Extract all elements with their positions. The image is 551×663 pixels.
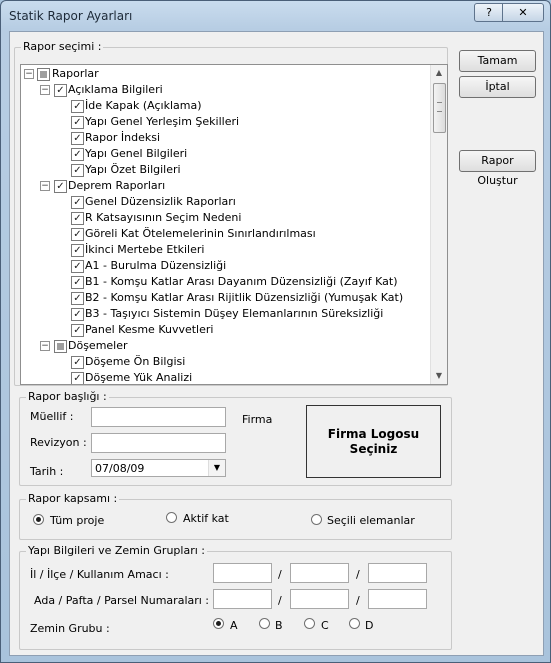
collapse-icon[interactable]: − bbox=[41, 85, 49, 95]
tree-item[interactable] bbox=[21, 66, 429, 82]
tree-item-label: Döşemeler bbox=[68, 339, 128, 352]
report-scope-label: Rapor kapsamı : bbox=[28, 492, 118, 505]
revision-input[interactable] bbox=[91, 433, 226, 453]
tree-item[interactable] bbox=[21, 210, 429, 226]
checkbox[interactable]: ✓ bbox=[71, 212, 84, 225]
separator: / bbox=[278, 568, 282, 581]
checkbox[interactable]: ✓ bbox=[71, 372, 84, 385]
tree-item-label: Deprem Raporları bbox=[68, 179, 166, 192]
author-input[interactable] bbox=[91, 407, 226, 427]
tree-item[interactable] bbox=[21, 226, 429, 242]
tree-item-label: Rapor İndeksi bbox=[85, 131, 160, 144]
tree-item[interactable] bbox=[21, 274, 429, 290]
collapse-icon[interactable]: − bbox=[25, 69, 33, 79]
tree-item-label: Döşeme Ön Bilgisi bbox=[85, 355, 186, 368]
checkbox[interactable]: ✓ bbox=[71, 116, 84, 129]
tree-scrollbar[interactable] bbox=[430, 65, 447, 384]
soil-c-radio[interactable] bbox=[304, 618, 315, 629]
report-tree[interactable] bbox=[20, 64, 448, 385]
checkbox[interactable]: ✓ bbox=[71, 100, 84, 113]
province-input[interactable] bbox=[213, 563, 272, 583]
tree-item-label: A1 - Burulma Düzensizliği bbox=[85, 259, 227, 272]
soil-c-label[interactable]: C bbox=[321, 619, 329, 632]
tree-item-label: Panel Kesme Kuvvetleri bbox=[85, 323, 214, 336]
soil-group-label: Zemin Grubu : bbox=[30, 622, 110, 635]
help-icon[interactable]: ? bbox=[474, 3, 504, 22]
checkbox[interactable]: ✓ bbox=[71, 228, 84, 241]
tree-item-label: B2 - Komşu Katlar Arası Rijitlik Düzensizliği (Yumuşak Kat) bbox=[85, 291, 404, 304]
checkbox[interactable]: ✓ bbox=[54, 180, 67, 193]
scroll-up-icon[interactable]: ▲ bbox=[435, 68, 443, 77]
close-icon[interactable]: ✕ bbox=[502, 3, 544, 22]
tree-item[interactable] bbox=[21, 178, 429, 194]
tree-item[interactable] bbox=[21, 146, 429, 162]
window-title: Statik Rapor Ayarları bbox=[9, 9, 133, 23]
checkbox[interactable]: ✓ bbox=[71, 276, 84, 289]
separator: / bbox=[356, 594, 360, 607]
tree-item-label: B3 - Taşıyıcı Sistemin Düşey Elemanlarının Süreksizliği bbox=[85, 307, 384, 320]
tree-item-label: B1 - Komşu Katlar Arası Dayanım Düzensizliği (Zayıf Kat) bbox=[85, 275, 398, 288]
date-label: Tarih : bbox=[30, 465, 64, 478]
scope-selected-elements-label[interactable]: Seçili elemanlar bbox=[327, 514, 415, 527]
tree-item[interactable] bbox=[21, 322, 429, 338]
tree-item-label: İde Kapak (Açıklama) bbox=[85, 99, 202, 112]
checkbox[interactable]: ✓ bbox=[71, 308, 84, 321]
tree-item[interactable] bbox=[21, 114, 429, 130]
tree-item[interactable] bbox=[21, 98, 429, 114]
tree-item-label: Raporlar bbox=[52, 67, 99, 80]
tree-item[interactable] bbox=[21, 162, 429, 178]
tree-item-label: Döşeme Yük Analizi bbox=[85, 371, 193, 384]
tree-item[interactable] bbox=[21, 242, 429, 258]
tree-item-label: Yapı Genel Bilgileri bbox=[85, 147, 188, 160]
firm-logo-button[interactable] bbox=[306, 405, 441, 478]
tree-item[interactable] bbox=[21, 258, 429, 274]
tree-item[interactable] bbox=[21, 306, 429, 322]
partial-checkbox[interactable] bbox=[54, 340, 67, 353]
checkbox[interactable]: ✓ bbox=[71, 132, 84, 145]
district-input[interactable] bbox=[290, 563, 349, 583]
tree-item-label: İkinci Mertebe Etkileri bbox=[85, 243, 205, 256]
province-row-label: İl / İlçe / Kullanım Amacı : bbox=[30, 568, 169, 581]
chevron-down-icon[interactable]: ▼ bbox=[208, 460, 225, 476]
revision-label: Revizyon : bbox=[30, 436, 87, 449]
firm-logo-text: Firma Logosu Seçiniz bbox=[327, 426, 420, 456]
scope-selected-elements-radio[interactable] bbox=[311, 514, 322, 525]
building-info-label: Yapı Bilgileri ve Zemin Grupları : bbox=[28, 544, 205, 557]
scope-all-radio[interactable] bbox=[33, 514, 44, 525]
usage-purpose-input[interactable] bbox=[368, 563, 427, 583]
firm-label: Firma bbox=[242, 413, 273, 426]
ok-button[interactable]: Tamam bbox=[459, 50, 536, 72]
block-number-input[interactable] bbox=[213, 589, 272, 609]
author-label: Müellif : bbox=[30, 410, 74, 423]
separator: / bbox=[278, 594, 282, 607]
scope-all-label[interactable]: Tüm proje bbox=[50, 514, 105, 527]
soil-a-label[interactable]: A bbox=[230, 619, 238, 632]
soil-d-radio[interactable] bbox=[349, 618, 360, 629]
tree-item-label: Yapı Genel Yerleşim Şekilleri bbox=[85, 115, 240, 128]
tree-item[interactable] bbox=[21, 370, 429, 385]
tree-item[interactable] bbox=[21, 354, 429, 370]
scroll-down-icon[interactable]: ▼ bbox=[435, 371, 443, 380]
dialog-client-area bbox=[9, 31, 544, 656]
tree-item-label: R Katsayısının Seçim Nedeni bbox=[85, 211, 242, 224]
partial-checkbox[interactable] bbox=[37, 68, 50, 81]
scope-active-floor-label[interactable]: Aktif kat bbox=[183, 512, 229, 525]
tree-item-label: Açıklama Bilgileri bbox=[68, 83, 163, 96]
checkbox[interactable]: ✓ bbox=[54, 84, 67, 97]
tree-item[interactable] bbox=[21, 290, 429, 306]
checkbox[interactable]: ✓ bbox=[71, 356, 84, 369]
tree-item[interactable] bbox=[21, 338, 429, 354]
cancel-button[interactable]: İptal bbox=[459, 76, 536, 98]
checkbox[interactable]: ✓ bbox=[71, 196, 84, 209]
tree-item[interactable] bbox=[21, 194, 429, 210]
tree-item-label: Genel Düzensizlik Raporları bbox=[85, 195, 236, 208]
separator: / bbox=[356, 568, 360, 581]
date-picker[interactable] bbox=[91, 459, 226, 477]
checkbox[interactable]: ✓ bbox=[71, 244, 84, 257]
tree-item[interactable] bbox=[21, 130, 429, 146]
tree-item-label: Göreli Kat Ötelemelerinin Sınırlandırılması bbox=[85, 227, 316, 240]
map-sheet-input[interactable] bbox=[290, 589, 349, 609]
soil-b-radio[interactable] bbox=[259, 618, 270, 629]
soil-b-label[interactable]: B bbox=[275, 619, 283, 632]
tree-item[interactable] bbox=[21, 82, 429, 98]
checkbox[interactable]: ✓ bbox=[71, 148, 84, 161]
tree-item-label: Yapı Özet Bilgileri bbox=[85, 163, 181, 176]
title-bar[interactable] bbox=[1, 1, 550, 31]
create-report-button[interactable]: Rapor Oluştur bbox=[459, 150, 536, 172]
report-selection-label: Rapor seçimi : bbox=[23, 40, 102, 53]
soil-d-label[interactable]: D bbox=[365, 619, 374, 632]
collapse-icon[interactable]: − bbox=[41, 341, 49, 351]
parcel-row-label: Ada / Pafta / Parsel Numaraları : bbox=[34, 594, 210, 607]
soil-a-radio[interactable] bbox=[213, 618, 224, 629]
collapse-icon[interactable]: − bbox=[41, 181, 49, 191]
checkbox[interactable]: ✓ bbox=[71, 164, 84, 177]
scroll-thumb[interactable] bbox=[433, 83, 446, 133]
parcel-number-input[interactable] bbox=[368, 589, 427, 609]
checkbox[interactable]: ✓ bbox=[71, 292, 84, 305]
scope-active-floor-radio[interactable] bbox=[166, 512, 177, 523]
report-header-label: Rapor başlığı : bbox=[28, 390, 107, 403]
checkbox[interactable]: ✓ bbox=[71, 324, 84, 337]
checkbox[interactable]: ✓ bbox=[71, 260, 84, 273]
date-value: 07/08/09 bbox=[95, 462, 145, 475]
